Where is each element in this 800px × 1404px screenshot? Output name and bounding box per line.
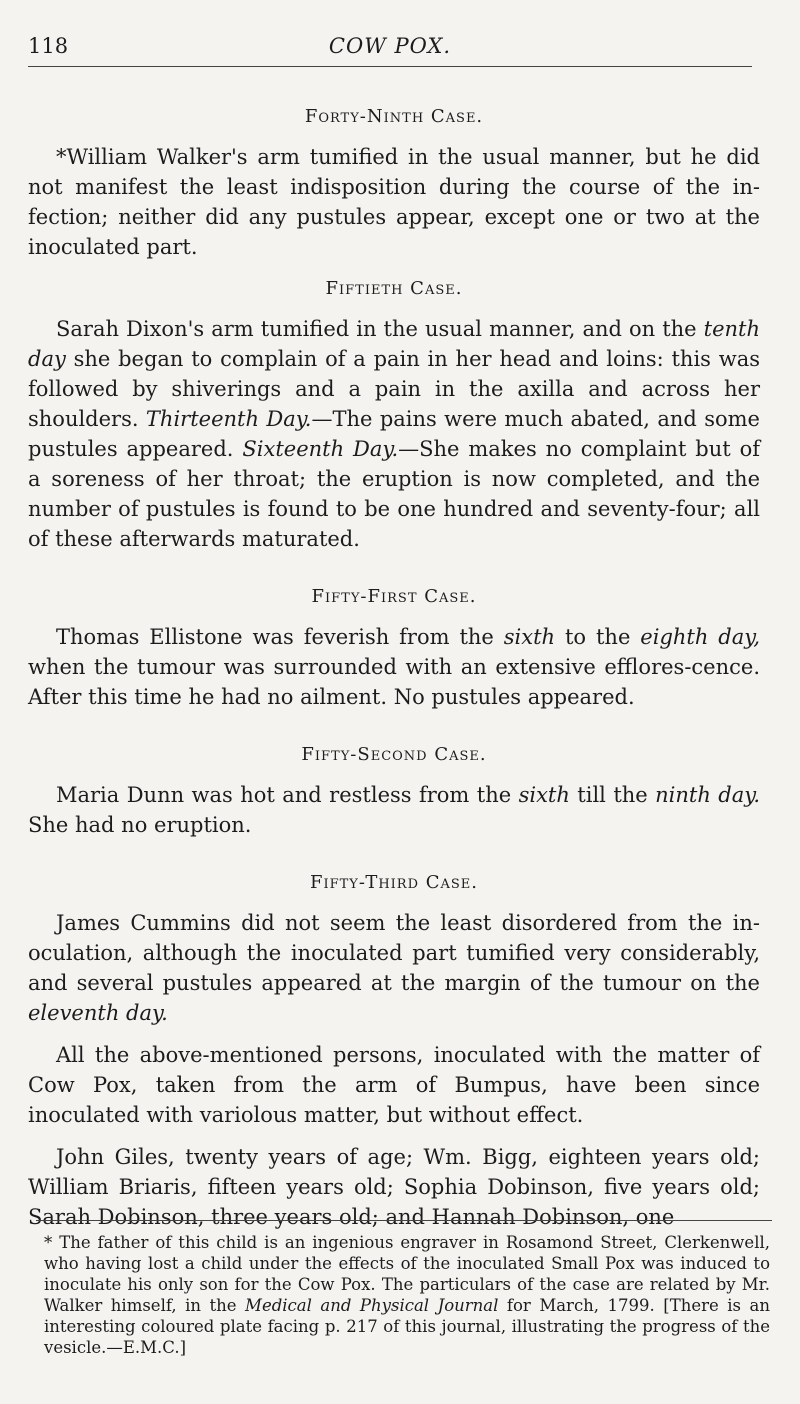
- italic-run: sixth: [518, 783, 570, 807]
- case-title-51: Fifty-First Case.: [311, 586, 477, 607]
- italic-run: eighth day,: [640, 625, 761, 649]
- text-run: to the: [555, 625, 641, 649]
- italic-run: tenth day: [28, 317, 760, 371]
- text-run: Thomas Ellistone was feverish from the: [56, 625, 504, 649]
- case-53-paragraph: [28, 908, 760, 1028]
- case-50-paragraph: [28, 314, 760, 554]
- italic-run: ninth day.: [655, 783, 761, 807]
- summary-paragraph: All the above-mentioned persons, inoculated with the matter of Cow Pox, taken from the arm of Bumpus, have been since inoculated with variolous matter, but without effect.: [28, 1043, 760, 1127]
- case-title-53: Fifty-Third Case.: [309, 872, 479, 893]
- text-run: James Cummins did not seem the least disordered from the in-oculation, although the inoculated part tumified very considerably, and several pustules appeared at the margin of the tumour on the: [28, 911, 760, 995]
- text-run: when the tumour was surrounded with an extensive efflores-cence. After this time he had no ailment. No pustules appeared.: [28, 655, 760, 709]
- footnote-divider: [36, 1220, 772, 1221]
- case-title-50: Fiftieth Case.: [325, 278, 463, 299]
- page-header: [28, 30, 752, 67]
- text-run: she began to complain of a pain in her head and loins: this was followed by shiverings and a pain in the axilla and across her shoulders.: [28, 347, 760, 431]
- body-text: [28, 102, 760, 1244]
- italic-run: Thirteenth Day.: [145, 407, 312, 431]
- journal-title: Medical and Physical Journal: [245, 1296, 499, 1315]
- case-51-paragraph: [28, 622, 760, 712]
- italic-run: sixth: [503, 625, 556, 649]
- footnote-text: * The father of this child is an ingenious engraver in Rosamond Street, Clerkenwell, who having lost a child under the effects of the inoculated Small Pox was induced to inoculate his only son for the Cow Pox. The particulars of the case are related by Mr. Walker himself, in the: [44, 1233, 770, 1315]
- text-run: Maria Dunn was hot and restless from the: [56, 783, 519, 807]
- text-run: —She makes no complaint but of a soreness of her throat; the eruption is now completed, and the number of pustules is found to be one hundred and seventy-four; all of these afterwards maturated.: [28, 437, 761, 551]
- footnote: [44, 1232, 770, 1358]
- footnote-text: for March, 1799. [There is an interesting coloured plate facing p. 217 of this journal, illustrating the progress of the vesicle.—E.M.C.]: [44, 1296, 770, 1357]
- text-run: Sarah Dixon's arm tumified in the usual manner, and on the: [56, 317, 704, 341]
- case-title-52: Fifty-Second Case.: [301, 744, 487, 765]
- text-run: She had no eruption.: [28, 813, 252, 837]
- names-paragraph: John Giles, twenty years of age; Wm. Bigg, eighteen years old; William Briaris, fifteen years old; Sophia Dobinson, five years old; Sarah Dobinson, three years old; and Hannah Dobinson, one: [28, 1145, 760, 1229]
- text-run: till the: [569, 783, 656, 807]
- case-52-paragraph: [28, 780, 760, 840]
- case-title-49: Forty-Ninth Case.: [304, 106, 484, 127]
- italic-run: Sixteenth Day.: [242, 437, 399, 461]
- italic-run: eleventh day.: [28, 1001, 168, 1025]
- text-run: —The pains were much abated, and some pustules appeared.: [28, 407, 760, 461]
- page-number: 118: [28, 34, 69, 58]
- running-title: COW POX.: [328, 34, 452, 58]
- case-49-paragraph: *William Walker's arm tumified in the usual manner, but he did not manifest the least indisposition during the course of the in-fection; neither did any pustules appear, except one or two at the inoculated part.: [28, 145, 760, 259]
